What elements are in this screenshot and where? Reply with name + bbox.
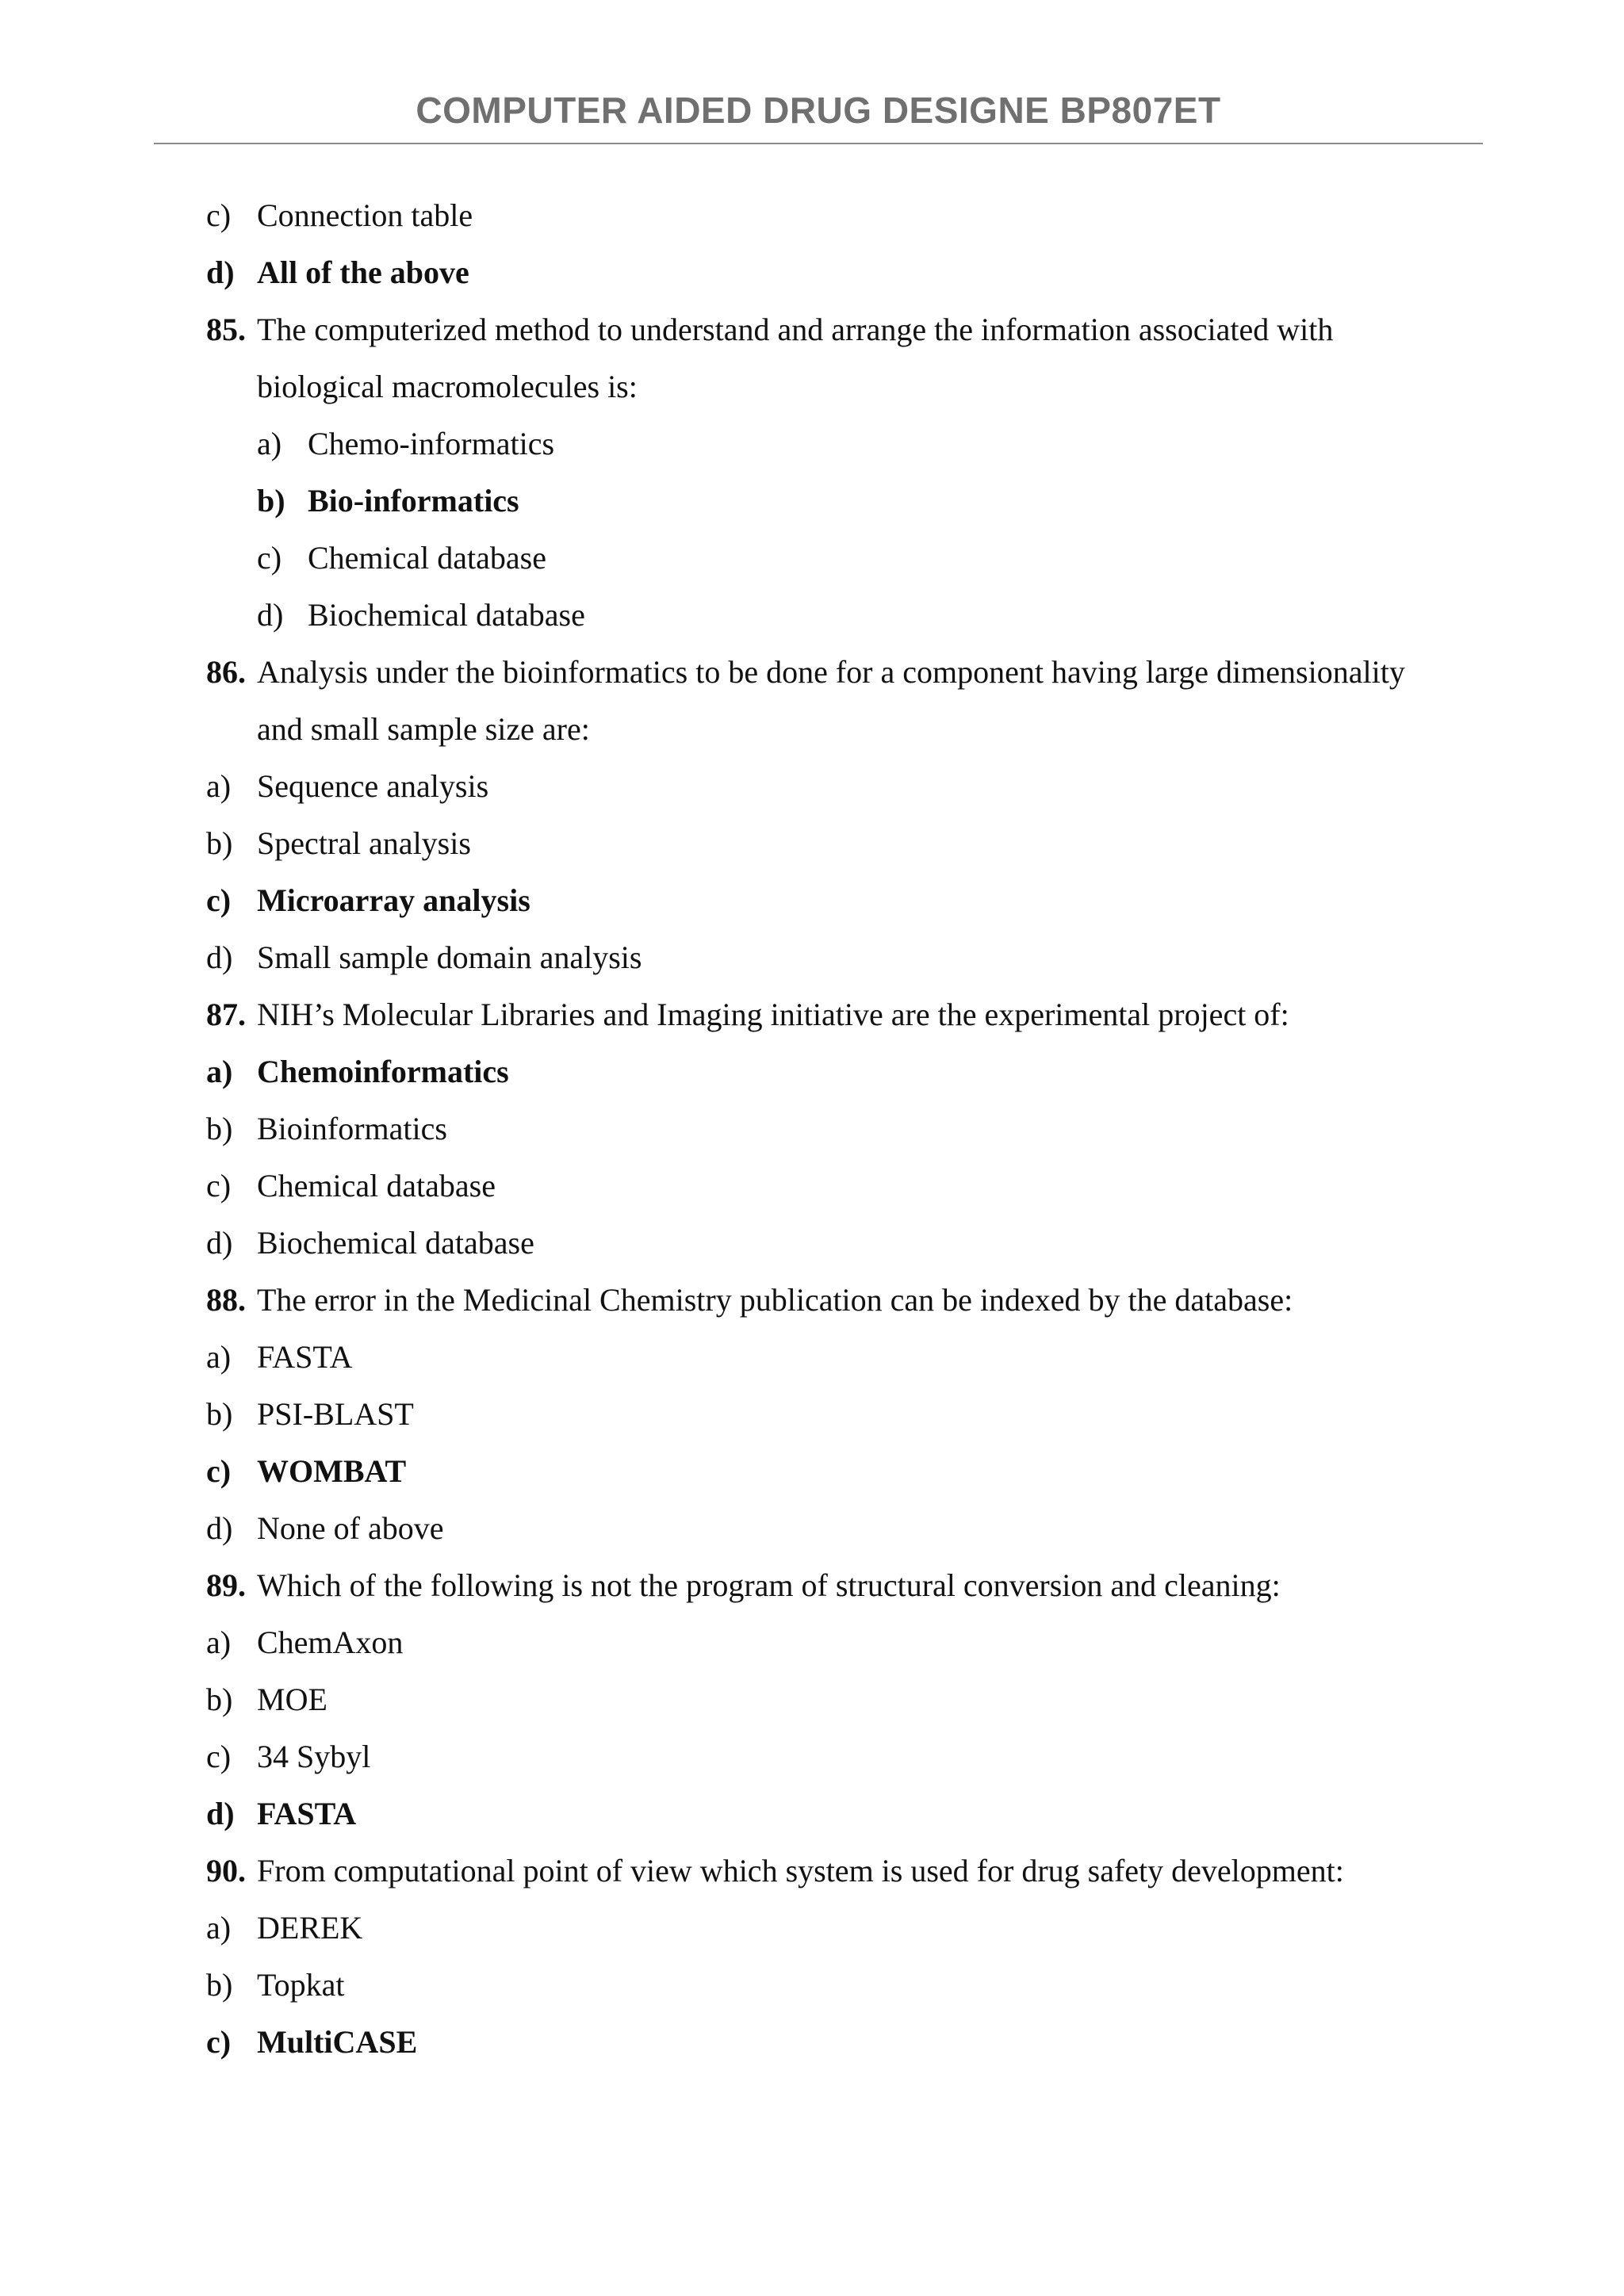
option-marker: c) <box>206 1168 232 1203</box>
question-number: 90. <box>206 1853 246 1888</box>
question-text: Analysis under the bioinformatics to be done for a component having large dimensionality <box>257 654 1405 690</box>
option-marker: a) <box>206 1339 232 1375</box>
option-marker: b) <box>206 1396 233 1432</box>
option-marker: b) <box>206 825 233 861</box>
option-item <box>206 1621 403 1665</box>
option-marker: d) <box>206 1225 233 1261</box>
option-item-answer <box>206 1050 509 1094</box>
option-marker: d) <box>206 254 235 290</box>
option-text: Connection table <box>257 197 473 233</box>
option-item <box>206 764 488 809</box>
option-marker: a) <box>257 426 282 461</box>
option-item <box>206 1735 370 1779</box>
option-text: Chemoinformatics <box>257 1054 509 1089</box>
option-item-answer <box>257 479 519 523</box>
option-item <box>206 1164 496 1208</box>
question-text: The error in the Medicinal Chemistry publication can be indexed by the database: <box>257 1282 1293 1318</box>
question-86 <box>206 650 1405 695</box>
option-item <box>206 1963 345 2007</box>
option-item <box>206 1506 443 1551</box>
option-marker: b) <box>257 483 285 519</box>
option-marker: c) <box>206 882 232 918</box>
option-item <box>257 422 554 466</box>
question-88 <box>206 1278 1293 1322</box>
option-marker: a) <box>206 1910 232 1946</box>
option-item <box>206 936 642 980</box>
page-header-title: COMPUTER AIDED DRUG DESIGNE BP807ET <box>416 90 1221 131</box>
option-text: Small sample domain analysis <box>257 939 642 975</box>
option-marker: c) <box>206 1739 232 1774</box>
option-marker: d) <box>206 939 233 975</box>
question-text: The computerized method to understand and arrange the information associated with <box>257 312 1334 347</box>
option-marker: d) <box>206 1796 235 1831</box>
option-text: MultiCASE <box>257 2024 418 2060</box>
option-item <box>257 536 546 580</box>
option-text: Topkat <box>257 1967 345 2003</box>
option-item <box>206 1221 534 1265</box>
option-text: Sequence analysis <box>257 768 489 804</box>
question-number: 88. <box>206 1282 246 1318</box>
question-90 <box>206 1849 1344 1893</box>
option-text: None of above <box>257 1510 444 1546</box>
option-item <box>206 821 471 866</box>
option-item <box>206 193 473 238</box>
option-marker: a) <box>206 768 232 804</box>
option-text: Biochemical database <box>257 1225 534 1261</box>
option-marker: b) <box>206 1111 233 1146</box>
option-marker: a) <box>206 1054 233 1089</box>
option-marker: d) <box>206 1510 233 1546</box>
option-marker: c) <box>206 1453 232 1489</box>
question-85-continuation: biological macromolecules is: <box>257 369 638 404</box>
question-text: Which of the following is not the program of structural conversion and cleaning: <box>257 1567 1281 1603</box>
option-text: Biochemical database <box>308 597 585 633</box>
option-text: Chemical database <box>257 1168 496 1203</box>
option-text: Spectral analysis <box>257 825 471 861</box>
question-number: 86. <box>206 654 246 690</box>
option-text: DEREK <box>257 1910 363 1946</box>
option-text: All of the above <box>257 254 469 290</box>
option-item-answer <box>206 878 530 923</box>
option-item <box>206 1392 414 1437</box>
option-marker: b) <box>206 1682 233 1717</box>
option-item-answer <box>206 1792 356 1836</box>
question-number: 87. <box>206 997 246 1032</box>
option-item <box>206 1678 327 1722</box>
option-text: FASTA <box>257 1339 353 1375</box>
option-item-answer <box>206 2020 417 2064</box>
option-text: WOMBAT <box>257 1453 407 1489</box>
option-marker: c) <box>206 2024 232 2060</box>
option-item-answer <box>206 1449 406 1494</box>
option-marker: c) <box>257 540 282 576</box>
option-text: Microarray analysis <box>257 882 530 918</box>
question-85 <box>206 308 1333 352</box>
question-number: 85. <box>206 312 246 347</box>
option-text: Chemo-informatics <box>308 426 555 461</box>
question-text: NIH’s Molecular Libraries and Imaging initiative are the experimental project of: <box>257 997 1289 1032</box>
option-text: PSI-BLAST <box>257 1396 414 1432</box>
option-text: Bioinformatics <box>257 1111 447 1146</box>
option-marker: d) <box>257 597 284 633</box>
option-marker: b) <box>206 1967 233 2003</box>
option-text: ChemAxon <box>257 1624 404 1660</box>
option-item <box>257 593 585 637</box>
option-text: MOE <box>257 1682 327 1717</box>
option-marker: c) <box>206 197 232 233</box>
option-item-answer <box>206 251 469 295</box>
option-item <box>206 1107 447 1151</box>
question-text: From computational point of view which system is used for drug safety development: <box>257 1853 1344 1888</box>
question-87 <box>206 993 1289 1037</box>
option-text: 34 Sybyl <box>257 1739 371 1774</box>
option-text: Chemical database <box>308 540 546 576</box>
option-text: Bio-informatics <box>308 483 519 519</box>
question-number: 89. <box>206 1567 246 1603</box>
option-item <box>206 1335 353 1380</box>
question-86-continuation: and small sample size are: <box>257 711 590 747</box>
option-marker: a) <box>206 1624 232 1660</box>
question-89 <box>206 1563 1281 1608</box>
option-text: FASTA <box>257 1796 357 1831</box>
option-item <box>206 1906 362 1950</box>
